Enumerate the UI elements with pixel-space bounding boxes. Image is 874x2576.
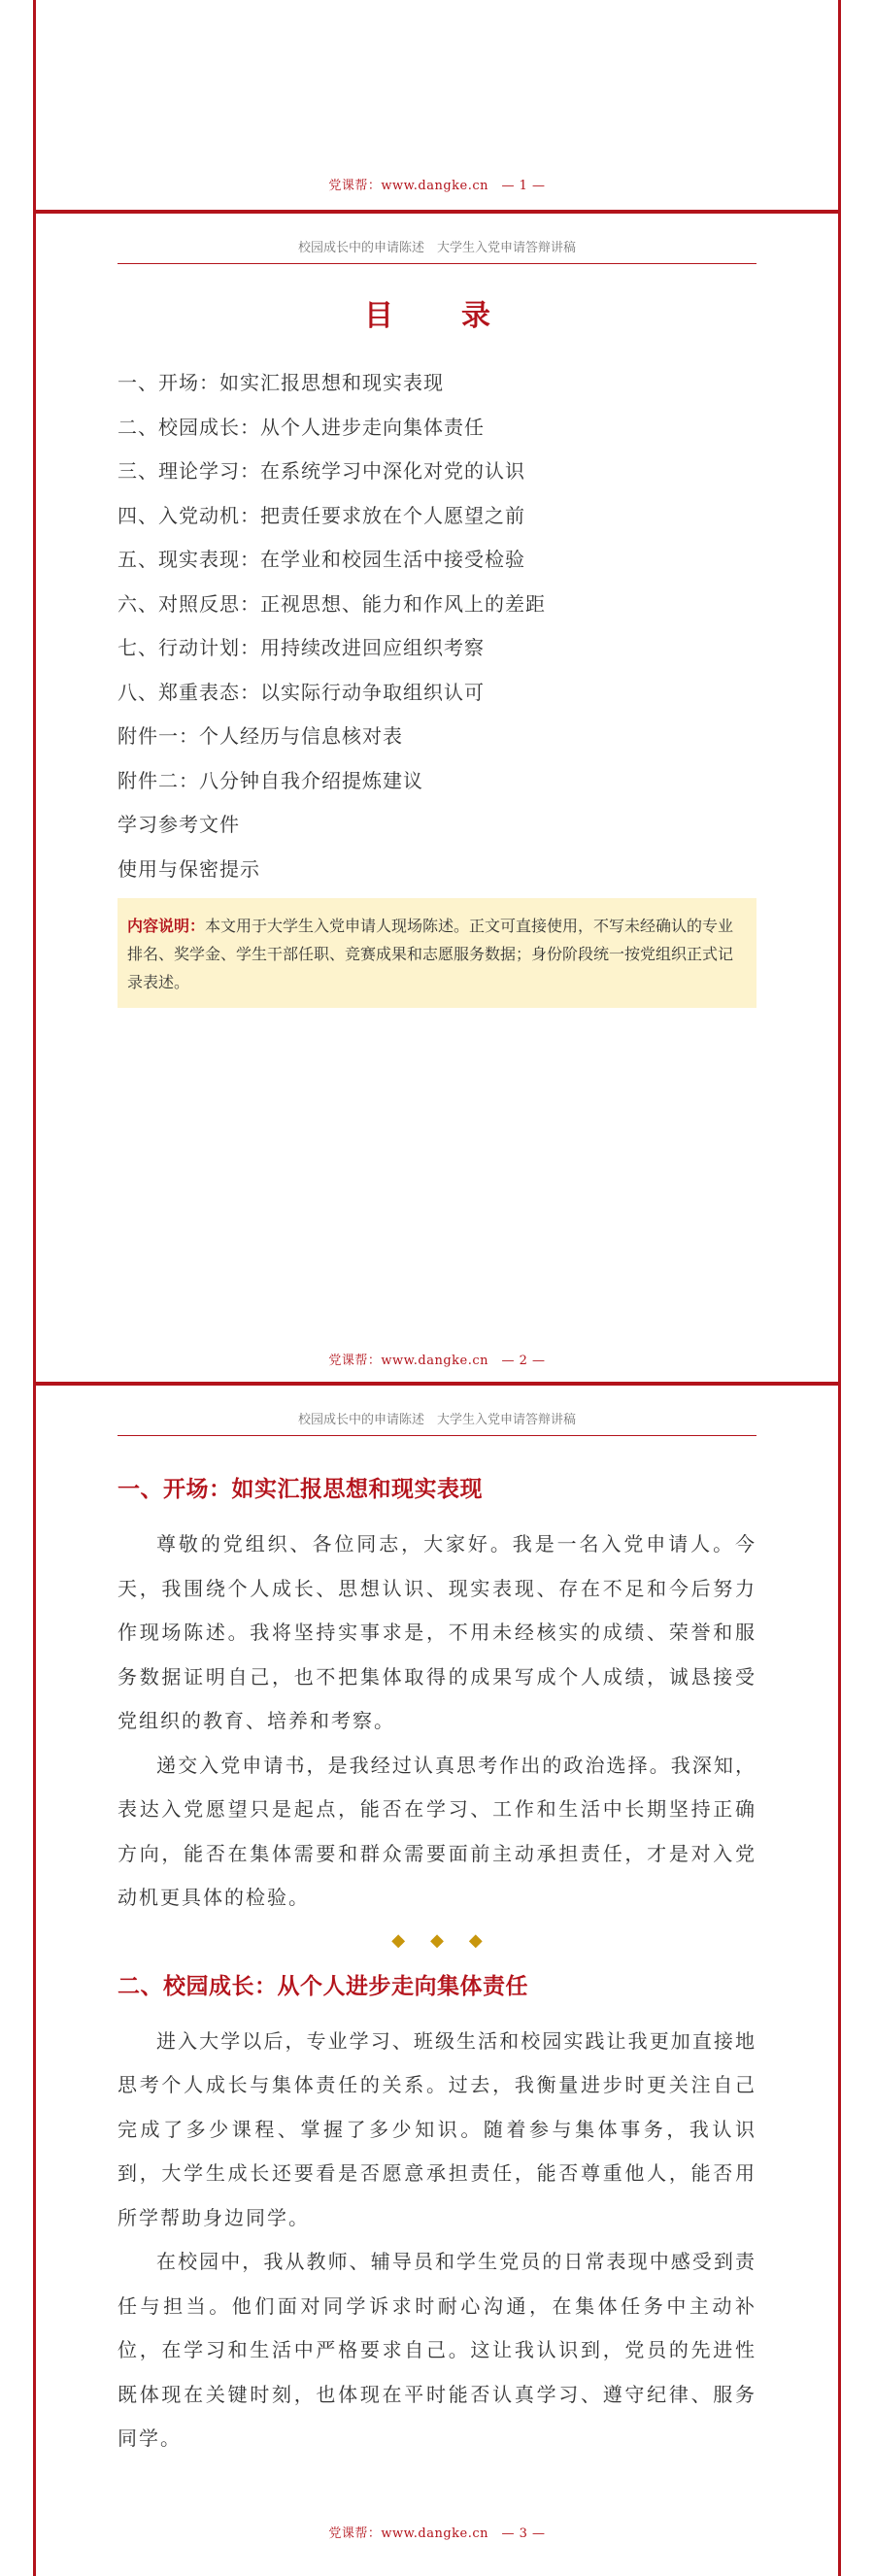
paragraph: 在校园中，我从教师、辅导员和学生党员的日常表现中感受到责任与担当。他们面对同学诉求时耐心沟通，在集体任务中主动补位，在学习和生活中严格要求自己。这让我认识到，党员的先进性既体现在关键时刻，也体现在平时能否认真学习、遵守纪律、服务同学。 — [118, 2250, 756, 2450]
page-content — [118, 1471, 756, 2461]
toc-list — [118, 361, 756, 891]
toc-item[interactable]: 附件二：八分钟自我介绍提炼建议 — [118, 768, 423, 792]
note-label: 内容说明： — [127, 917, 206, 935]
toc-item[interactable]: 二、校园成长：从个人进步走向集体责任 — [118, 415, 485, 439]
toc-item[interactable]: 八、郑重表态：以实际行动争取组织认可 — [118, 680, 485, 704]
content-note — [118, 898, 756, 1008]
toc-title: 目 录 — [364, 299, 510, 333]
section-divider: ◆◆◆ — [391, 1929, 508, 1951]
toc-item[interactable]: 七、行动计划：用持续改进回应组织考察 — [118, 636, 485, 659]
toc-item[interactable]: 五、现实表现：在学业和校园生活中接受检验 — [118, 548, 525, 571]
section-title: 二、校园成长：从个人进步走向集体责任 — [118, 1973, 528, 1999]
page-1 — [33, 0, 841, 214]
page-footer: 党课帮：www.dangke.cn — 3 — — [328, 2526, 546, 2541]
note-text: 本文用于大学生入党申请人现场陈述。正文可直接使用，不写未经确认的专业排名、奖学金、学生干部任职、竞赛成果和志愿服务数据；身份阶段统一按党组织正式记录表述。 — [127, 917, 734, 991]
page-header: 校园成长中的申请陈述 大学生入党申请答辩讲稿 — [118, 237, 756, 264]
paragraph: 尊敬的党组织、各位同志，大家好。我是一名入党申请人。今天，我围绕个人成长、思想认识、现实表现、存在不足和今后努力作现场陈述。我将坚持实事求是，不用未经核实的成绩、荣誉和服务数据证明自己，也不把集体取得的成果写成个人成绩，诚恳接受党组织的教育、培养和考察。 — [118, 1532, 756, 1732]
toc-item[interactable]: 六、对照反思：正视思想、能力和作风上的差距 — [118, 591, 546, 616]
toc-item[interactable]: 三、理论学习：在系统学习中深化对党的认识 — [118, 459, 525, 483]
paragraph: 进入大学以后，专业学习、班级生活和校园实践让我更加直接地思考个人成长与集体责任的关系。过去，我衡量进步时更关注自己完成了多少课程、掌握了多少知识。随着参与集体事务，我认识到，大学生成长还要看是否愿意承担责任，能否尊重他人，能否用所学帮助身边同学。 — [118, 2028, 756, 2229]
page-footer: 党课帮：www.dangke.cn — 1 — — [328, 179, 546, 193]
toc-item[interactable]: 一、开场：如实汇报思想和现实表现 — [118, 371, 444, 394]
paragraph: 递交入党申请书，是我经过认真思考作出的政治选择。我深知，表达入党愿望只是起点，能否在学习、工作和生活中长期坚持正确方向，能否在集体需要和群众需要面前主动承担责任，才是对入党动机更具体的检验。 — [118, 1753, 756, 1909]
toc-item[interactable]: 学习参考文件 — [118, 813, 240, 836]
section-title: 一、开场：如实汇报思想和现实表现 — [118, 1477, 483, 1502]
page-2 — [33, 214, 841, 1386]
page-footer: 党课帮：www.dangke.cn — 2 — — [328, 1354, 546, 1368]
page-header: 校园成长中的申请陈述 大学生入党申请答辩讲稿 — [118, 1409, 756, 1436]
page-3 — [33, 1386, 841, 2576]
toc-item[interactable]: 使用与保密提示 — [118, 856, 260, 881]
toc-item[interactable]: 四、入党动机：把责任要求放在个人愿望之前 — [118, 503, 525, 527]
toc-item[interactable]: 附件一：个人经历与信息核对表 — [118, 724, 403, 748]
